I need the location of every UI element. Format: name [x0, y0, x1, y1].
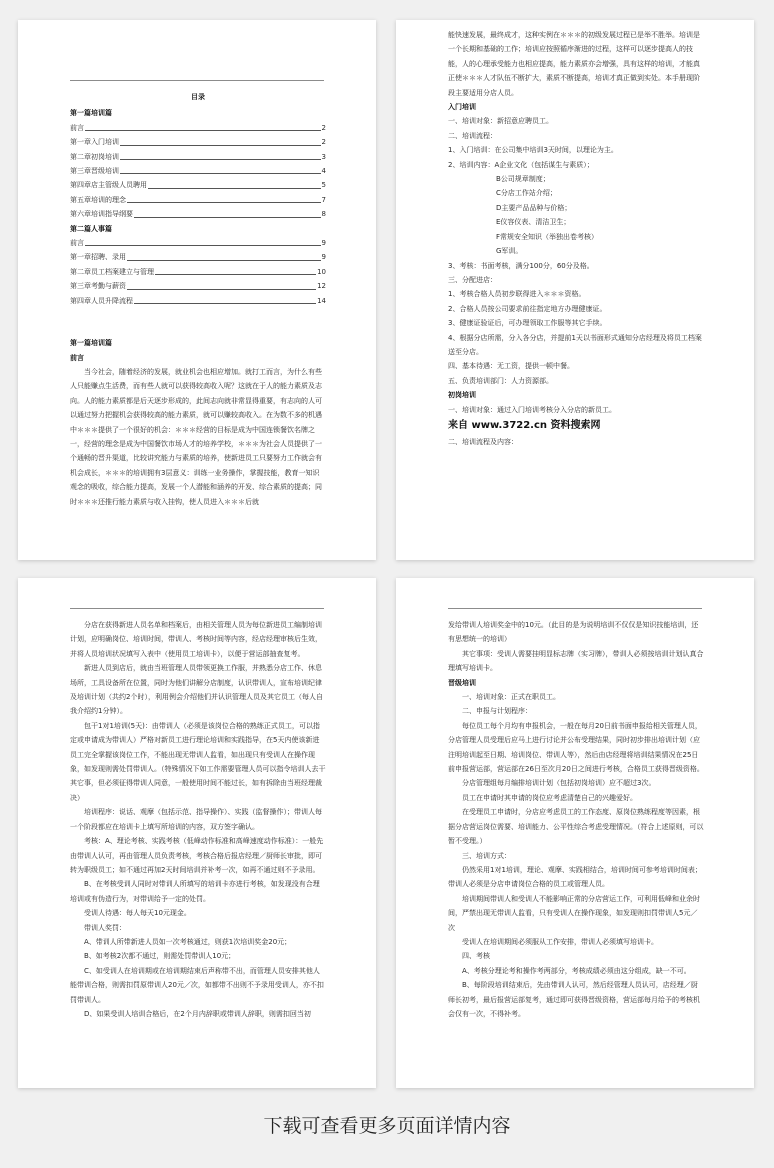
toc-leader [120, 135, 321, 145]
toc-leader [120, 150, 321, 160]
page-1-content [70, 90, 326, 509]
toc-part1-heading: 第一篇培训篇 [70, 109, 112, 118]
toc-leader [127, 250, 321, 260]
toc-entry-page: 2 [321, 138, 326, 147]
sub-list-item: B公司规章制度； [496, 175, 550, 184]
toc-entry[interactable] [70, 279, 326, 293]
toc-entry-label: 第三章考勤与薪资 [70, 282, 126, 291]
toc-entry-label: 第六章培训指导纲要 [70, 210, 133, 219]
toc-entry[interactable] [70, 135, 326, 149]
body-paragraph: 培训期间带训人和受训人不能影响正常的分店营运工作，可利用低峰和业余时间，严禁出现无带训人监看，只有受训人在操作现象，如发现则扣罚带训人5元／次 [448, 894, 700, 932]
body-paragraph: 考核：A、理论考核、实践考核（低峰动作标准和高峰速度动作标准）：一般先由带训人认可，再由管理人员负责考核，考核合格后报店经理／厨师长审批，即可转为职级员工；如不通过再加2天时间培训并补考一次，如再不通过则不予录用。 [70, 837, 324, 874]
toc-entry-label: 第五章培训的理念 [70, 195, 126, 204]
list-item: 4、根据分店所需，分入各分店，并提前1天以书面形式通知分店经理及将员工档案送至分店。 [448, 333, 702, 356]
toc-leader [155, 265, 316, 275]
entry-training-heading: 入门培训 [448, 103, 476, 112]
body-paragraph: D、如果受训人培训合格后，在2个月内辞职或带训人辞职，则需扣回当初 [84, 1009, 311, 1018]
list-item: 3、健康证验证后，可办理领取工作服等其它手续。 [448, 319, 607, 328]
body-paragraph: A、考核分理论考和操作考两部分，考核成绩必须由这分组成，缺一不可。 [462, 966, 691, 975]
promotion-training-heading: 晋级培训 [448, 678, 476, 687]
toc-entry-label: 第三章晋级培训 [70, 167, 119, 176]
list-item: 2、培训内容：A企业文化（包括谋生与素质）； [448, 160, 594, 169]
toc-entry-page: 7 [321, 195, 326, 204]
body-paragraph: B、在考核受训人同时对带训人所填写的培训卡亦进行考核，如发现没有合理培训或有伪造行为，对带训给予一定的处罚。 [70, 880, 320, 903]
body-paragraph: A、带训人所带新进人员如一次考核通过，则获1次培训奖金20元； [84, 937, 292, 946]
toc-entry-label: 前言 [70, 123, 84, 132]
toc-entry-label: 第二章员工档案建立与管理 [70, 267, 154, 276]
body-paragraph: 能快速发展，最终成才，这种实例在＊＊＊的初级发展过程已是举不胜举。培训是一个长期和基础的工作；培训应按照循序渐进的过程，这样可以逐步提高人的技能，人的心理承受能力也相应提高，能力素质亦会增强，具有这样的培训，才能真正使＊＊＊人才队伍不断扩大，素质不断提高，培训才真正做到实处。本手册现阶段主要适用分店人员。 [448, 31, 700, 97]
header-rule [70, 608, 324, 609]
body-paragraph: 受训人在培训期间必须服从工作安排，带训人必须填写培训卡。 [462, 937, 658, 946]
toc-entry-page: 9 [321, 253, 326, 262]
body-paragraph: B、每阶段培训结束后，先由带训人认可，然后经管理人员认可，店经理／厨师长初考，最后报营运部复考，通过即可获得晋级资格，营运部每月给予的考核机会仅有一次，不得补考。 [448, 981, 700, 1018]
toc-entry[interactable] [70, 207, 326, 221]
toc-part2-list [70, 236, 326, 308]
list-item: 二、申报与计划程序： [462, 707, 532, 716]
toc-leader [85, 121, 321, 131]
download-more-caption[interactable]: 下载可查看更多页面详情内容 [263, 1115, 511, 1137]
toc-entry[interactable] [70, 265, 326, 279]
toc-entry-page: 14 [317, 296, 326, 305]
toc-entry-page: 10 [317, 267, 326, 276]
body-paragraph: 带训人奖罚： [84, 923, 126, 932]
toc-entry-page: 5 [321, 181, 326, 190]
toc-entry-page: 2 [321, 123, 326, 132]
sub-list-item: C分店工作站介绍； [496, 189, 557, 198]
list-item: 3、考核：书面考核，满分100分，60分及格。 [448, 261, 594, 270]
header-rule [70, 80, 324, 81]
list-item: 四、基本待遇：无工资，提供一顿中餐。 [448, 362, 574, 371]
header-rule [448, 608, 702, 609]
list-item: 三、培训方式： [462, 851, 511, 860]
toc-entry-page: 3 [321, 152, 326, 161]
body-paragraph: C、如受训人在培训期或在培训期结束后声称带不出，而管理人员安排其他人能带训合格，则需扣罚原带训人20元／次，如都带不出则不予录用受训人，亦不扣罚带训人。 [70, 966, 324, 1004]
list-item: 二、培训流程及内容： [448, 438, 518, 447]
body-paragraph: 每位员工每个月均有申报机会，一般在每月20日前书面申报给相关管理人员，分店管理人员受理后应马上进行讨论并公布受理结果，同时初步排出培训计划（应注明培训起至日期、培训岗位、带训人等），然后由店经理将培训结果情况在25日前申报营运部，营运部在26日至次月20日之间进行考核，合格员工获得晋级资格。 [448, 721, 704, 774]
body-paragraph: 其它事项：受训人需要挂明显标志牌（实习牌），带训人必须按培训计划认真合理填写培训卡。 [448, 649, 704, 673]
preface-heading: 前言 [70, 353, 84, 362]
document-page-2 [396, 20, 754, 560]
list-item: 1、入门培训：在公司集中培训3天时间，以理论为主。 [448, 146, 618, 155]
toc-leader [134, 207, 321, 217]
toc-leader [134, 294, 316, 304]
toc-leader [148, 178, 321, 188]
list-item: 二、培训流程： [448, 131, 497, 140]
toc-entry[interactable] [70, 294, 326, 308]
body-paragraph: B、如考核2次都不通过，则需处罚带训人10元； [84, 952, 236, 961]
body-paragraph: 仍然采用1对1培训，理论、观摩、实践相结合，培训时间可参考培训时间表；带训人必须是分店申请岗位合格的员工或管理人员。 [448, 865, 702, 889]
sub-list-item: F常规安全知识（举独出卷考核） [496, 232, 599, 241]
toc-entry-label: 前言 [70, 239, 84, 248]
toc-entry[interactable] [70, 250, 326, 264]
body-paragraph: 当今社会，随着经济的发展，就业机会也相应增加。就打工而言，为什么有些人只能赚点生活费，而有些人就可以获得较高收入呢？这就在于人的能力素质及志向。人的能力素质都是后天逐步形成的，此间志向就非常显得重要，有志向的人可以通过努力把握机会获得较高的能力素质，就可以赚较高收入。在为数不多的机遇中＊＊＊提供了一个很好的机会：＊＊＊经营的目标是成为中国连锁餐饮名牌之一，经营的理念是成为中国餐饮市场人才的培养学校，＊＊＊为社会人员提供了一个通畅的晋升渠道，比较讲究能力与素质的培养，使新进员工只要努力工作就会有机会成长，＊＊＊的培训拥有3层意义：训练一业务操作，掌握技能，教育一知识观念的吸收，综合能力提高，发展一个人潜能和涵养的开发、综合素质的提高；同时＊＊＊还推行能力素质与收入挂钩，使人员进入＊＊＊后就 [70, 367, 322, 506]
toc-entry[interactable] [70, 178, 326, 192]
toc-part1-list [70, 121, 326, 222]
toc-leader [127, 279, 316, 289]
body-paragraph: 在受理员工申请时，分店应考虑员工的工作态度、原岗位熟练程度等因素，根据分店营运岗位需要、培训能力、公平性综合考虑受理情况。（符合上述原则，可以暂不受理。） [448, 808, 704, 846]
toc-entry-label: 第四章店主管级人员聘用 [70, 181, 147, 190]
toc-entry-page: 12 [317, 282, 326, 291]
sub-list-item: E仪容仪表、清洁卫生； [496, 218, 571, 227]
list-item: 1、考核合格人员初步联得进入＊＊＊资格。 [448, 290, 586, 299]
document-page-4 [396, 578, 754, 1088]
junior-training-heading: 初岗培训 [448, 391, 476, 400]
spacer [70, 308, 326, 336]
list-item: 一、培训对象：新招意应聘员工。 [448, 117, 553, 126]
document-page-3 [18, 578, 376, 1088]
page-4-content [448, 618, 704, 1021]
body-paragraph: 分店管理组每月编排培训计划（包括初岗培训）应不超过3次。 [462, 779, 656, 788]
body-paragraph: 受训人待遇：每人每天10元现金。 [84, 909, 191, 918]
toc-entry[interactable] [70, 164, 326, 178]
list-item: 一、培训对象：正式在职员工。 [462, 693, 560, 702]
document-page-1 [18, 20, 376, 560]
body-paragraph: 员工在申请时其申请的岗位应考虑清楚自己的兴趣爱好。 [462, 793, 637, 802]
toc-entry-label: 第一章招聘、录用 [70, 253, 126, 262]
toc-leader [120, 164, 321, 174]
toc-entry-label: 第四章人员升降流程 [70, 296, 133, 305]
body-paragraph: 分店在获得新进人员名单和档案后，由相关管理人员为每位新进员工编制培训计划，应明确岗位、培训时间，带训人、考核时间等内容，经店经理审核后生效，并将人员培训状况填写入表中（使用员工培训卡），以便于营运部抽查复考。 [70, 621, 322, 658]
body-paragraph: 包干1对1培训(5天)：由带训人（必须是该岗位合格的熟练正式员工，可以指定或申请成为带训人）严格对新员工进行理论培训和实践指导，在5天内使该新进员工完全掌握该岗位工作，不能出现无带训人监看，如出现只有受训人在操作现象，如发现则需处罚带训人。（特殊情况下如工作需要管理人员可以指令培训人去干其它事，但必须征得带训人同意，一般使用时间不能过长，如有拆除由当班经理裁决） [70, 721, 326, 802]
toc-entry[interactable] [70, 193, 326, 207]
toc-entry[interactable] [70, 150, 326, 164]
list-item: 四、考核 [462, 952, 490, 961]
toc-leader [127, 193, 321, 203]
page-3-content [70, 618, 326, 1021]
list-item: 2、合格人员按公司要求前往指定地方办理健康证。 [448, 304, 607, 313]
toc-entry-page: 8 [321, 210, 326, 219]
section-heading: 第一篇培训篇 [70, 339, 112, 348]
toc-entry-page: 9 [321, 239, 326, 248]
toc-leader [85, 236, 321, 246]
toc-entry-label: 第二章初岗培训 [70, 152, 119, 161]
list-item: 一、培训对象：通过入门培训考核分入分店的新员工。 [448, 405, 616, 414]
sub-list-item: G军训。 [496, 247, 523, 256]
list-item: 五、负责培训部门：人力资源部。 [448, 376, 553, 385]
toc-entry[interactable] [70, 121, 326, 135]
source-watermark: 来自 www.3722.cn 资料搜索网 [448, 419, 601, 431]
body-paragraph: 发给带训人培训奖金中的10元。（此目的是为说明培训不仅仅是知识技能培训，还有思想统一的培训） [448, 621, 699, 644]
toc-part2-heading: 第二篇人事篇 [70, 224, 112, 233]
toc-entry-page: 4 [321, 167, 326, 176]
toc-entry-label: 第一章入门培训 [70, 138, 119, 147]
body-paragraph: 新进人员到店后，就由当班管理人员带领更换工作服，并熟悉分店工作、休息场所，工具设备所在位置，同时为他们讲解分店制度，认识带训人，宣布培训纪律及培训计划（共约2个时），利用例会介绍他们并认识管理人员及其它员工（每人自我介绍约1分钟）。 [70, 664, 323, 716]
toc-entry[interactable] [70, 236, 326, 250]
page-2-content [448, 28, 704, 450]
toc-title: 目录 [191, 93, 205, 101]
body-paragraph: 培训程序：说话、观摩（包括示范、指导操作）、实践（监督操作）；带训人每一个阶段都应在培训卡上填写所培训的内容，双方签字确认。 [70, 808, 322, 831]
list-item: 三、分配进店： [448, 275, 497, 284]
sub-list-item: D主要产品品种与价格； [496, 203, 572, 212]
